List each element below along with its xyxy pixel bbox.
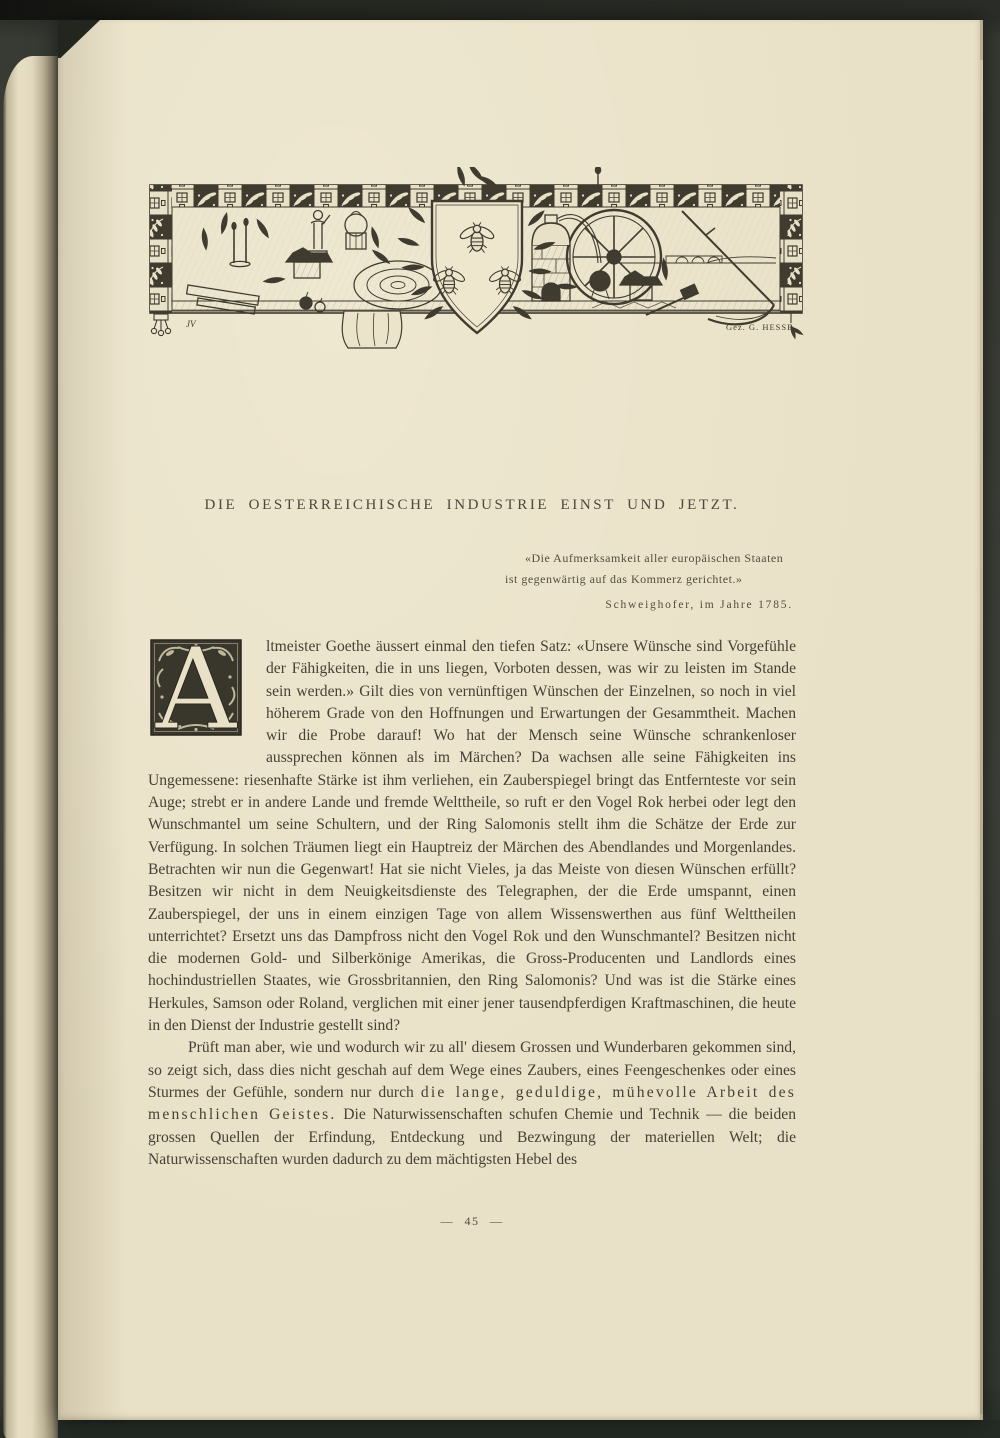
paragraph-2-tail: Die Naturwissenschaften schufen Chemie und Technik — die beiden grossen Quellen der Erfindung, Entdeckung und Bezwingung der materiellen Welt; die Naturwissenschaften wurden dadurch zu dem mächtigsten Hebel des xyxy=(148,1106,797,1168)
book-page-curl-edge xyxy=(3,56,58,1438)
engraver-signature-left: JV xyxy=(186,319,196,329)
book-page xyxy=(58,20,983,1420)
page-number: — 45 — xyxy=(440,1214,504,1228)
paragraph-2-emphasis: die lange, geduldige, mühevolle Arbeit des menschlichen Geistes. xyxy=(148,1083,796,1124)
ornament-border-left xyxy=(150,185,172,313)
paragraph-1: ltmeister Goethe äussert einmal den tiefen Satz: «Unsere Wünsche sind Vorgefühle der Fähigkeiten, die in uns liegen, Vorboten dessen, was wir zu leisten im Stande sein werden.» Gilt dies von vernünftigen Wünschen der Einzelnen, so noch in viel höherem Grade von den Hoffnungen und Erwartungen der Gesammtheit. Machen wir die Probe darauf! Wo hat der Mensch seine Wünsche schrankenloser aussprechen können als im Märchen? Da wachsen alle seine Fähigkeiten ins Ungemessene: riesenhafte Stärke ist ihm verliehen, ein Zauberspiegel bringt das Entfernteste vor sein Auge; strebt er in andere Lande und fremde Welttheile, so ruft er den Vogel Rok herbei oder legt den Wunschmantel um seine Schultern, und der Ring Salomonis stellt ihm die Schätze der Erde zur Verfügung. In solchen Träumen liegt ein Hauptreiz der Märchen des Abendlandes und Morgenlandes. Betrachten wir nun die Gegenwart! Hat sie nicht Vieles, ja das Meiste von diesen Wünschen erfüllt? Besitzen wir nicht in dem Neuigkeitsdienste des Telegraphen, der die Erde umspannt, einen Zauberspiegel, der uns in einem einzigen Tage von allem Wissenswerthen aus fünf Welttheilen unterrichtet? Ersetzt uns das Dampfross nicht den Vogel Rok und den Wunschmantel? Besitzen nicht die modernen Gold- und Silberkönige Amerikas, die Gross-Producenten und Landlords eines hochindustriellen Staates, wie Grossbritannien, den Ring Salomonis? Und was ist die Stärke eines Herkules, Samson oder Roland, verglichen mit einer jener tausendpferdigen Kraftmaschinen, die heute in den Dienst der Industrie gestellt sind? xyxy=(148,638,796,1035)
ornament-border-right xyxy=(780,185,802,313)
epigraph-line1: «Die Aufmerksamkeit aller europäischen Staaten xyxy=(525,551,784,565)
epigraph-attribution: Schweighofer, im Jahre 1785. xyxy=(605,599,793,611)
paragraph-2-lead: Prüft man aber, wie und wodurch wir zu all' diesem Grossen und Wunderbaren gekommen sind, so zeigt sich, dass dies nicht geschah auf dem Wege eines Zaubers, eines Feengeschenkes oder eines Sturmes der Gefühle, sondern nur durch xyxy=(148,1039,796,1101)
epigraph xyxy=(505,548,805,616)
corner-pendant-left xyxy=(151,314,170,336)
chapter-title: DIE OESTERREICHISCHE INDUSTRIE EINST UND JETZT. xyxy=(204,497,740,513)
drapery xyxy=(342,311,402,348)
body-text xyxy=(148,636,796,1171)
photo-background-bottom xyxy=(0,1420,1000,1438)
drop-cap xyxy=(150,639,242,736)
paragraph-2 xyxy=(148,1037,796,1171)
epigraph-line2: ist gegenwärtig auf das Kommerz gerichtet.» xyxy=(505,572,743,586)
photo-background-top xyxy=(0,0,1000,20)
drop-cap-woodcut xyxy=(150,639,242,736)
drop-cap-letter: A xyxy=(155,639,237,736)
headpiece-illustration xyxy=(146,167,806,367)
engraver-signature-right: Gez. G. HESSE xyxy=(726,322,794,332)
headpiece-engraving xyxy=(146,167,806,367)
